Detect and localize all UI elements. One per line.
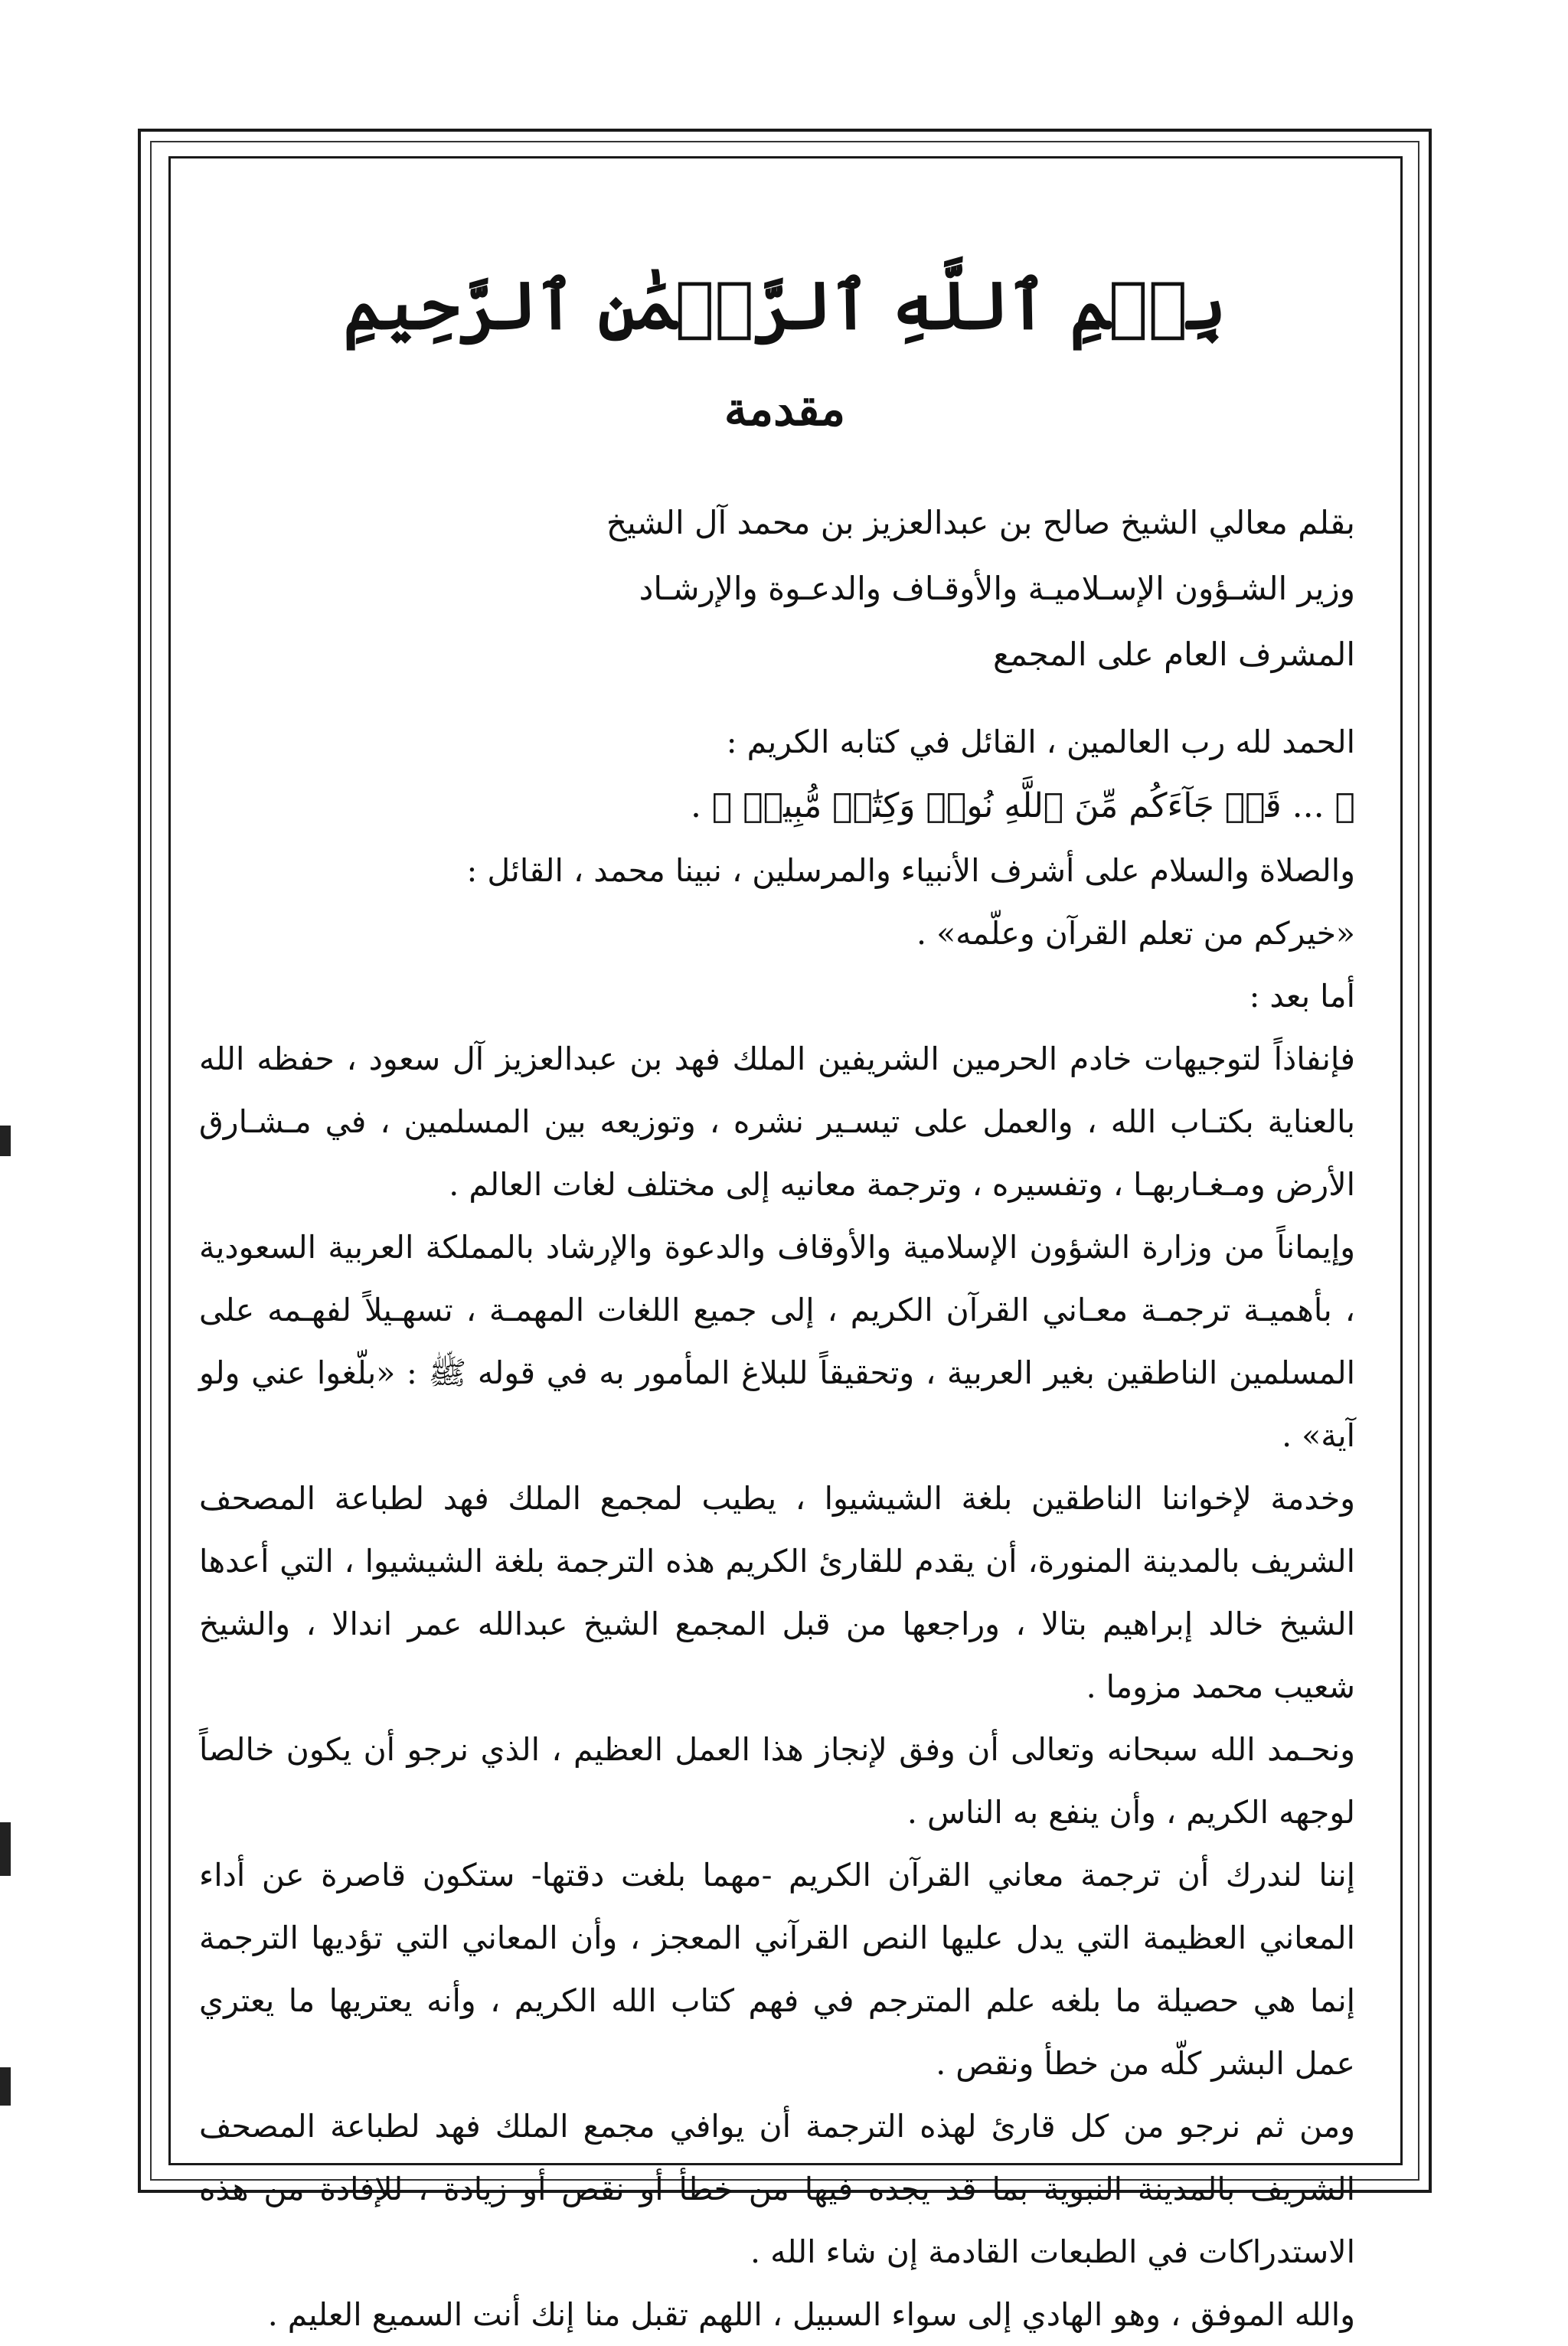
opening-line: الحمد لله رب العالمين ، القائل في كتابه الكريم : <box>726 724 1355 760</box>
opening-line: والصلاة والسلام على أشرف الأنبياء والمرسلين ، نبينا محمد ، القائل : <box>466 852 1355 889</box>
closing-paragraph: والله الموفق ، وهو الهادي إلى سواء السبيل ، اللهم تقبل منا إنك أنت السميع العليم . <box>267 2296 1355 2333</box>
byline-line: المشرف العام على المجمع <box>993 636 1355 673</box>
hadith-quote: «خيركم من تعلم القرآن وعلّمه» . <box>916 915 1355 952</box>
body-paragraphs <box>199 1028 1370 2346</box>
quran-verse: ﴿ ... قَدۡ جَآءَكُم مِّنَ ٱللَّهِ نُورٞ وَكِتَٰبٞ مُّبِينٞ ﴾ . <box>690 786 1355 825</box>
document-content <box>199 253 1370 2346</box>
page-title: مقدمة <box>724 383 846 436</box>
paragraph: إننا لندرك أن ترجمة معاني القرآن الكريم -مهما بلغت دقتها- ستكون قاصرة عن أداء المعاني العظيمة التي يدل عليها النص القرآني المعجز ، وأن المعاني التي تؤديها الترجمة إنما هي حصيلة ما بلغه علم المترجم في فهم كتاب الله الكريم ، وأنه يعتريها ما يعتري عمل البشر كلّه من خطأ ونقص . <box>199 1857 1355 2082</box>
opening-block <box>199 711 1370 1028</box>
paragraph: وخدمة لإخواننا الناطقين بلغة الشيشيوا ، يطيب لمجمع الملك فهد لطباعة المصحف الشريف بالمدينة المنورة، أن يقدم للقارئ الكريم هذه الترجمة بلغة الشيشيوا ، التي أعدها الشيخ خالد إبراهيم بتالا ، وراجعها من قبل المجمع الشيخ عبدالله عمر اندالا ، والشيخ شعيب محمد مزوما . <box>199 1480 1355 1705</box>
scan-artifact <box>0 2067 11 2106</box>
basmala: بِسۡمِ ٱللَّهِ ٱلرَّحۡمَٰنِ ٱلرَّحِيمِ <box>343 267 1227 345</box>
scan-artifact <box>0 1126 11 1156</box>
paragraph: ونحـمد الله سبحانه وتعالى أن وفق لإنجاز هذا العمل العظيم ، الذي نرجو أن يكون خالصاً لوجهه الكريم ، وأن ينفع به الناس . <box>199 1731 1355 1831</box>
author-byline <box>199 490 1370 688</box>
byline-line: وزير الشـؤون الإسـلاميـة والأوقـاف والدعـوة والإرشـاد <box>639 570 1355 607</box>
byline-line: بقلم معالي الشيخ صالح بن عبدالعزيز بن محمد آل الشيخ <box>606 504 1355 541</box>
paragraph: فإنفاذاً لتوجيهات خادم الحرمين الشريفين الملك فهد بن عبدالعزيز آل سعود ، حفظه الله بالعناية بكتـاب الله ، والعمل على تيسـير نشره ، وتوزيعه بين المسلمين ، في مـشـارق الأرض ومـغـاربهـا ، وتفسيره ، وترجمة معانيه إلى مختلف لغات العالم . <box>199 1041 1355 1203</box>
paragraph: وإيماناً من وزارة الشؤون الإسلامية والأوقاف والدعوة والإرشاد بالمملكة العربية السعودية ، بأهميـة ترجمـة معـاني القرآن الكريم ، إلى جميع اللغات المهمـة ، تسهـيلاً لفهـمه على المسلمين الناطقين بغير العربية ، وتحقيقاً للبلاغ المأمور به في قوله ﷺ : «بلّغوا عني ولو آية» . <box>199 1229 1355 1454</box>
paragraph: ومن ثم نرجو من كل قارئ لهذه الترجمة أن يوافي مجمع الملك فهد لطباعة المصحف الشريف بالمدينة النبوية بما قد يجده فيها من خطأ أو نقص أو زيادة ، للإفادة من هذه الاستدراكات في الطبعات القادمة إن شاء الله . <box>199 2108 1355 2270</box>
amma-bad: أما بعد : <box>1249 978 1355 1015</box>
scan-artifact <box>0 1822 11 1876</box>
